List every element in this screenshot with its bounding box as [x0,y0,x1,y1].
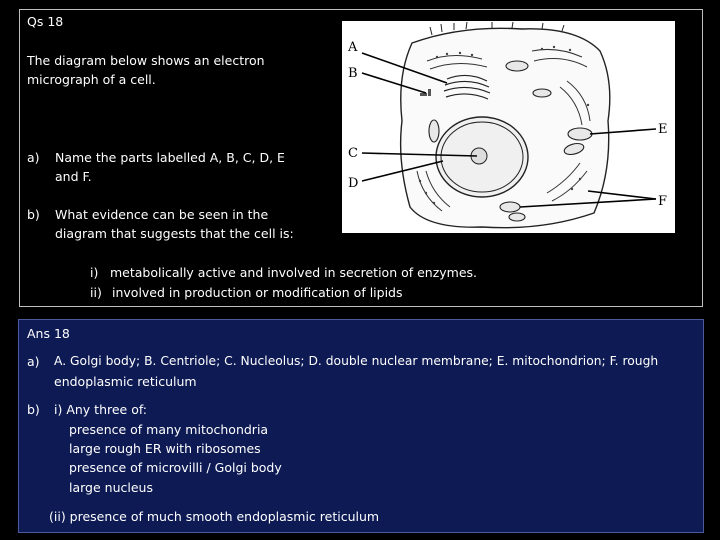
sub-i-marker: i) [90,265,99,280]
diagram-label-b: B [348,66,358,81]
cell-micrograph-diagram [342,21,675,233]
sub-ii-marker: ii) [90,285,102,300]
diagram-label-a: A [348,40,358,55]
question-heading: Qs 18 [27,14,64,29]
part-b-line1: What evidence can be seen in the [55,207,269,222]
answer-b-marker: b) [27,402,40,417]
part-a-marker: a) [27,150,40,165]
evidence-item: presence of many mitochondria [69,422,269,437]
answer-a-line1: A. Golgi body; B. Centriole; C. Nucleolus; D. double nuclear membrane; E. mitochondrion; F. rough [54,354,659,368]
part-a-line2: and F. [55,169,92,184]
evidence-item: presence of microvilli / Golgi body [69,460,282,475]
part-b-marker: b) [27,207,40,222]
question-intro-line1: The diagram below shows an electron [27,53,265,68]
answer-a-marker: a) [27,354,40,369]
answer-b-ii: (ii) presence of much smooth endoplasmic reticulum [49,509,380,524]
diagram-label-e: E [658,122,668,137]
sub-i-text: metabolically active and involved in secretion of enzymes. [110,265,478,280]
evidence-item: large rough ER with ribosomes [69,441,261,456]
evidence-item: large nucleus [69,480,153,495]
answer-a-line2: endoplasmic reticulum [54,374,197,389]
part-b-line2: diagram that suggests that the cell is: [55,226,294,241]
sub-ii-text: involved in production or modification of lipids [112,285,403,300]
question-intro-line2: micrograph of a cell. [27,72,156,87]
diagram-label-d: D [348,176,359,191]
diagram-label-c: C [348,146,358,161]
diagram-label-f: F [658,194,668,209]
answer-heading: Ans 18 [27,326,70,341]
part-a-line1: Name the parts labelled A, B, C, D, E [55,150,285,165]
answer-b-i: i) Any three of: [54,402,148,417]
